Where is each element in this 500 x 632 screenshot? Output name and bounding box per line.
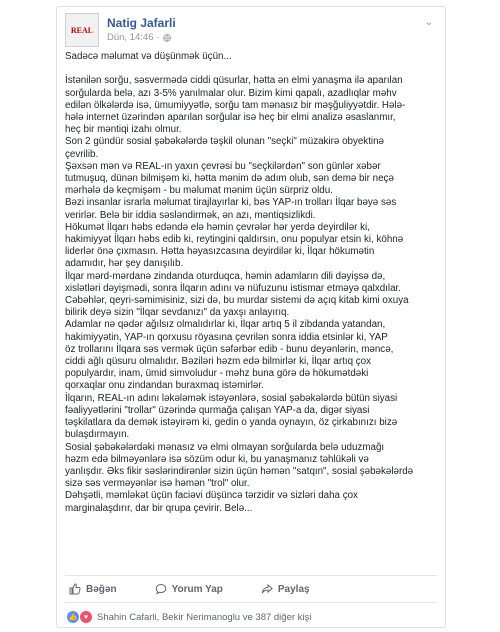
post-body xyxy=(65,51,437,515)
share-icon xyxy=(261,583,273,595)
like-label: Bəğən xyxy=(86,583,117,595)
author-name[interactable]: Natig Jafarli xyxy=(107,16,176,30)
post-text-line xyxy=(65,63,437,75)
reactions-summary[interactable] xyxy=(67,610,311,624)
chevron-down-icon[interactable]: ⌄ xyxy=(424,17,434,28)
post-text-line: ciddi ağlı qüsuru olmalıdır. Bəziləri həzm edə bilmirlər ki, İlqar artıq çox xyxy=(65,356,372,368)
post-meta xyxy=(107,32,171,43)
post-text-line: tutmuşuq, dünən bilmişəm ki, hətta mənim də adım olub, sən demə bir neçə xyxy=(65,173,394,185)
post-text-line: bulaşdırmayın. xyxy=(65,429,130,441)
avatar-logo-text: REAL xyxy=(70,25,94,35)
post-text-line: edilən ölkələrdə isə, ümumiyyətlə, sorğu tam mənasız bir məşğuliyyətdir. Hələ- xyxy=(65,99,406,111)
post-text-line: hakimiyyət İlqarı həbs edib ki, reytingini qaldırsın, onu populyar etsin ki, köhnə xyxy=(65,234,404,246)
post-text-line: təşkilatlara da demək istəyirəm ki, gedin o yanda oynayın, öz çirkabınızı bizə xyxy=(65,417,398,429)
comment-icon xyxy=(155,583,167,595)
post-text-line: hələ internet üzərindən aparılan sorğular isə heç bir elmi analizə əsaslanmır, xyxy=(65,112,396,124)
post-text-line: yanlışdır. Əks fikir səslərindirənlər sizin üçün həmən "satqın", sosial şəbəkələrdə xyxy=(65,465,414,477)
post-text-line: İlqarın, REAL-ın adını ləkələmək istəyənlərə, sosial şəbəkələrdə bütün siyasi xyxy=(65,392,398,404)
post-text-line: marginalaşdırır, dar bir qrupa çevirir. Belə... xyxy=(65,502,253,514)
post-text-line: Son 2 gündür sosial şəbəkələrdə təşkil olunan "seçki" müzakirə obyektinə xyxy=(65,136,385,148)
post-card xyxy=(56,6,446,628)
post-text-line: Bəzi insanlar israrla məlumat tirajlayırlar ki, bəs YAP-ın trolları İlqar bəyə səs xyxy=(65,197,397,209)
post-text-line: Sadəcə məlumat və düşünmək üçün... xyxy=(65,51,232,62)
post-text-line: qorxaqlar onu zindandan buraxmaq istəmirlər. xyxy=(65,380,264,392)
post-text-line: öz trollarını İlqara səs vermək üçün səfərbər edib - bunu deyənlərin, məncə, xyxy=(65,343,394,355)
post-timestamp[interactable]: Dün, 14:46 xyxy=(107,32,154,43)
post-text-line: fəaliyyətlərini "trollar" üzərində qurmağa çalışan YAP-a da, digər siyasi xyxy=(65,404,370,416)
like-button[interactable] xyxy=(69,583,117,595)
post-text-line: heç bir məntiqi izahı olmur. xyxy=(65,124,182,136)
thumbs-up-icon xyxy=(69,583,81,595)
post-text-line: sorğularda belə, azı 3-5% yanılmalar olur. Bizim kimi qapalı, azadlıqlar məhv xyxy=(65,87,397,99)
share-label: Paylaş xyxy=(277,583,310,595)
avatar[interactable] xyxy=(65,13,99,47)
comment-label: Yorum Yap xyxy=(171,583,223,595)
post-text-line: verirlər. Belə bir iddia səsləndirmək, ən azı, məntiqsizlikdi. xyxy=(65,209,316,221)
post-text-line: liderlər önə çıxmasın. Hətta həyasızcasına deyirdilər ki, İlqar hökumətin xyxy=(65,246,375,258)
love-reaction-icon: ♥ xyxy=(79,610,93,624)
post-text-line: populyardır, inam, ümid simvoludur - məhz buna görə də hökumətdəki xyxy=(65,368,369,380)
post-text-line: hakimiyyətin, YAP-ın qorxusu röyasına çevrilən sonra iddia etsinlər ki, YAP xyxy=(65,331,388,343)
post-text-line: Şəxsən mən və REAL-ın yaxın çevrəsi bu "seçkilərdən" son günlər xəbər xyxy=(65,160,381,172)
post-text-line: Cəbəhlər, qeyri-səmimisiniz, sizi də, bu murdar sistemi də açıq kitab kimi oxuya xyxy=(65,295,409,307)
post-text-line: Dəhşətli, məmləkət üçün faciəvi düşüncə tərzidir və sizləri daha çox xyxy=(65,490,358,502)
post-text-line: həzm edə bilməyənlərə isə sözüm odur ki, bu yanaşmanız təhlükəli və xyxy=(65,453,369,465)
post-text-line: İlqar mərd-mərdanə zindanda oturduqca, həmin adamların dili dəyişsə də, xyxy=(65,270,386,282)
post-text-line: adamıdır, hər şey danışılıb. xyxy=(65,258,184,270)
like-reaction-icon: 👍 xyxy=(67,611,79,623)
post-text-line: sizə səs verməyənlər isə həmən "trol" olur. xyxy=(65,478,250,490)
post-text-line: xislətləri dəyişmədi, sonra İlqarın adını və nüfuzunu istismar etməyə qalxdılar. xyxy=(65,282,401,294)
post-text-line: Adamlar nə qədər ağılsız olmalıdırlar ki, İlqar artıq 5 il zibdanda yatandan, xyxy=(65,319,386,331)
share-button[interactable] xyxy=(261,583,310,595)
post-text-line: Sosial şəbəkələrdəki mənasız və elmi olmayan sorğularda belə uduzmağı xyxy=(65,441,385,453)
comment-button[interactable] xyxy=(155,583,223,595)
post-text-line: mərhələ də keçmişəm - bu məlumat mənim üçün sürpriz oldu. xyxy=(65,185,333,197)
post-text-line: çevrilib. xyxy=(65,148,99,160)
post-actions xyxy=(65,575,437,603)
post-header xyxy=(65,13,437,47)
post-text-line: İstənilən sorğu, səsvermədə ciddi qüsurlar, hətta ən elmi yanaşma ilə aparılan xyxy=(65,75,403,87)
separator-dot: · xyxy=(156,32,160,43)
post-text-line: bilirik deyə sizin "İlqar sevdanızı" da yaxşı anlayırıq. xyxy=(65,307,290,319)
globe-icon xyxy=(163,34,171,42)
reactions-text: Shahin Cafarli, Bekir Nerimanoglu ve 387 diğer kişi xyxy=(97,611,312,623)
post-text-line: Hökumət İlqarı həbs edəndə elə həmin çevrələr hər yerdə deyirdilər ki, xyxy=(65,221,370,233)
